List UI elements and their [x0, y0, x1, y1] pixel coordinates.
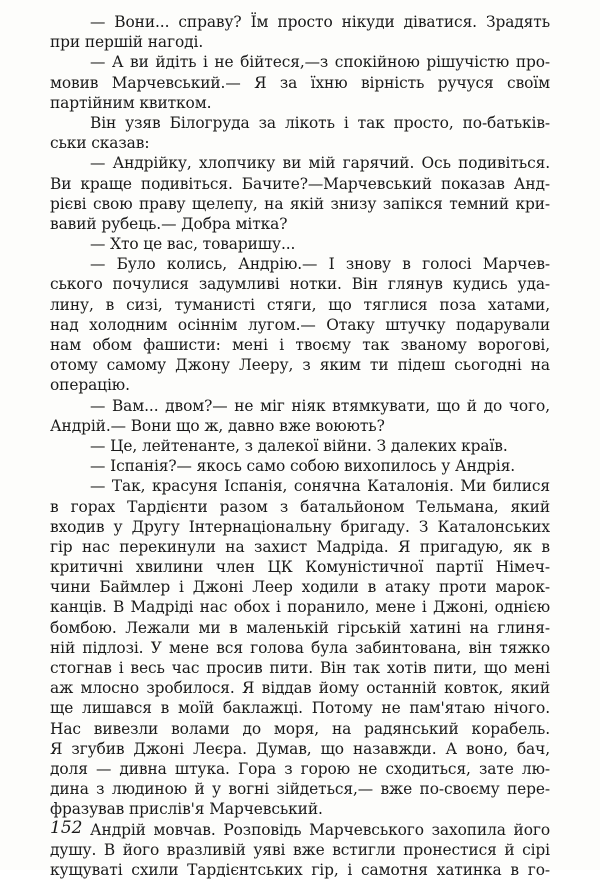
- text-line: — Це, лейтенанте, з далекої війни. З далеких країв.: [90, 436, 508, 455]
- text-line: Андрій мовчав. Розповідь Марчевського захопила його: [90, 820, 550, 839]
- page-text: [50, 12, 550, 880]
- text-line: входив у Другу Інтернаціональну бригаду. З Каталонських: [50, 517, 550, 536]
- text-line: операцію.: [50, 376, 130, 395]
- text-line: вавий рубець.— Добра мітка?: [50, 214, 288, 233]
- text-line: доля — дивна штука. Гора з горою не сходиться, зате лю-: [50, 759, 550, 778]
- text-line: фразував прислів'я Марчевський.: [50, 800, 323, 819]
- text-line: — Вам... двом?— не міг ніяк втямкувати, що й до чого,: [90, 396, 550, 415]
- text-line: душу. В його вразливій уяві вже встигли пронестися й сірі: [50, 840, 550, 859]
- text-line: нам обом фашисти: мені і твоєму так званому ворогові,: [50, 336, 550, 354]
- text-line: чини Баймлер і Джоні Леер ходили в атаку проти марок-: [50, 578, 550, 597]
- text-line: — Іспанія?— якось само собою вихопилось у Андрія.: [90, 457, 516, 476]
- text-line: — Було колись, Андрію.— І знову в голосі Марчев-: [90, 255, 550, 274]
- text-line: критичні хвилини член ЦК Комуністичної партії Німеч-: [50, 558, 550, 577]
- text-line: ній підлозі. У мене вся голова була забинтована, він тяжко: [50, 638, 550, 657]
- text-line: рієві свою праву щелепу, на якій знизу запікся темний кри-: [50, 194, 550, 213]
- text-line: Я згубив Джоні Леєра. Думав, що назавжди. А воно, бач,: [50, 739, 550, 758]
- text-line: — Андрійку, хлопчику ви мій гарячий. Ось подивіться.: [90, 154, 550, 173]
- text-line: — Так, красуня Іспанія, сонячна Каталонія. Ми билися: [90, 477, 550, 496]
- text-line: над холодним осіннім лугом.— Отаку штучку подарували: [50, 315, 550, 334]
- text-line: Ви краще подивіться. Бачите?—Марчевський показав Анд-: [50, 174, 550, 193]
- text-line: дина з людиною й у вогні зійдеться,— вже по-своєму пере-: [50, 780, 550, 799]
- text-line: аж млосно зробилося. Я віддав йому останній ковток, який: [50, 679, 550, 698]
- text-line: — Вони... справу? Їм просто нікуди діватися. Зрадять: [90, 13, 550, 31]
- text-line: ще лишався в моїй баклажці. Потому не пам'ятаю нічого.: [50, 699, 550, 718]
- text-line: Нас вивезли волами до моря, на радянський корабель.: [50, 719, 550, 738]
- text-line: Андрій.— Вони що ж, давно вже воюють?: [50, 416, 385, 435]
- page-number: 152: [50, 818, 83, 838]
- text-line: канців. В Мадріді нас обох і поранило, мене і Джоні, однією: [50, 598, 550, 617]
- text-line: бомбою. Лежали ми в маленькій гірській хатині на глиня-: [50, 618, 550, 637]
- text-line: отому самому Джону Лееру, з яким ти підеш сьогодні на: [50, 356, 550, 375]
- text-line: ськи сказав:: [50, 134, 150, 153]
- text-line: Він узяв Білогруда за лікоть і так просто, по-батьків-: [90, 113, 550, 132]
- text-line: — Хто це вас, товаришу...: [90, 235, 296, 254]
- text-line: стогнав і весь час просив пити. Він так хотів пити, що мені: [50, 659, 550, 677]
- text-line: гір нас перекинули на захист Мадріда. Я пригадую, як в: [50, 537, 550, 556]
- text-line: — А ви йдіть і не бійтеся,—з спокійною рішучістю про-: [90, 53, 550, 72]
- text-line: кущуваті схили Тардієнтських гір, і самотня хатинка в го-: [50, 860, 550, 879]
- text-line: в горах Тардієнти разом з батальйоном Тельмана, який: [50, 497, 550, 516]
- text-line: партійним квитком.: [50, 93, 212, 112]
- text-line: мовив Марчевський.— Я за їхню вірність ручуся своїм: [50, 73, 550, 92]
- text-line: при першій нагоді.: [50, 33, 204, 52]
- text-line: ського почулися задумливі нотки. Він глянув кудись уда-: [50, 275, 550, 294]
- text-line: лину, в сизі, туманисті стяги, що тяглися поза хатами,: [50, 295, 550, 314]
